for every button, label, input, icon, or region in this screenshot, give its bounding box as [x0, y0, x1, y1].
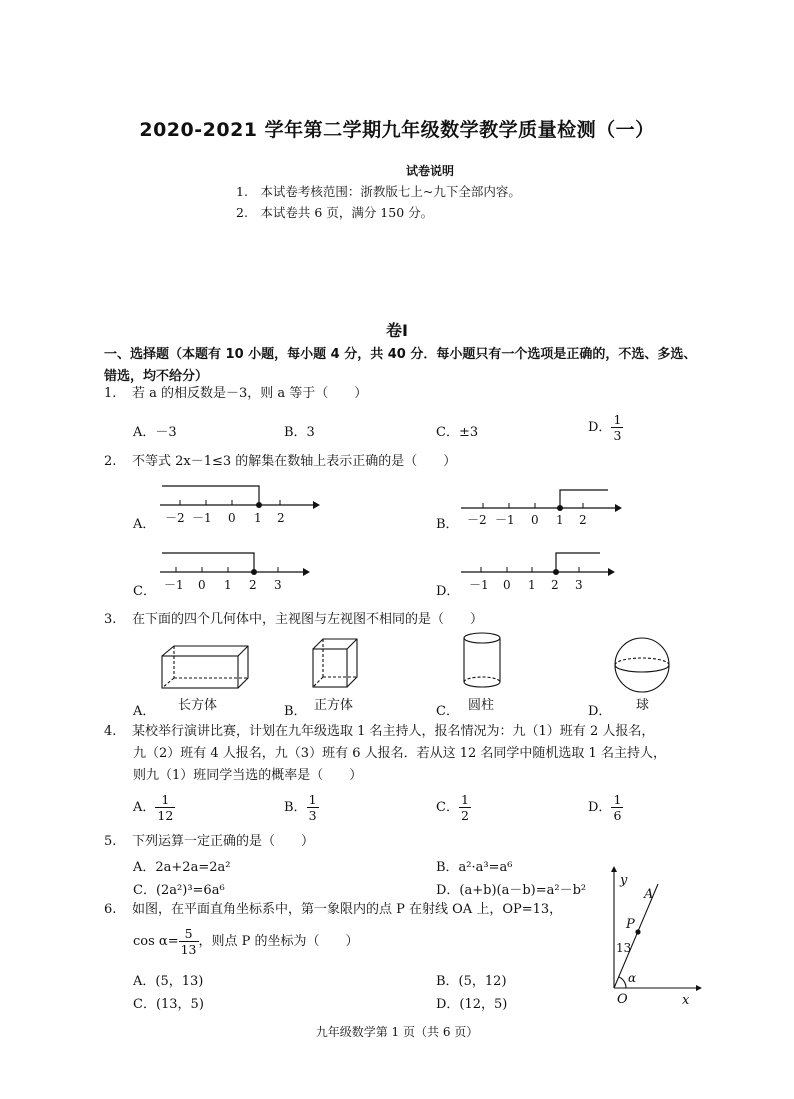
tick-label: －1 — [469, 578, 489, 592]
q2-option-d: D． — [436, 584, 460, 599]
question-number: 5. — [104, 834, 117, 849]
angle-label: α — [628, 971, 637, 985]
q6-option-d: D．(12，5) — [436, 997, 508, 1012]
number-line-a — [150, 478, 320, 528]
volume-heading: 卷Ⅰ — [386, 321, 408, 340]
q1-option-d: D． $\frac{1}{3}$ — [588, 412, 622, 443]
question-2 — [104, 451, 456, 473]
q5-option-c: C．(2a²)³=6a⁶ — [133, 883, 225, 898]
question-number: 4. — [104, 724, 117, 739]
axis-label-y: y — [620, 873, 628, 888]
fraction: $\frac{1}{6}$ — [613, 792, 622, 823]
tick-label: 3 — [575, 578, 583, 592]
q4-option-d: D． $\frac{1}{6}$ — [588, 792, 622, 823]
cuboid-figure — [160, 644, 252, 692]
axis-label-x: x — [682, 993, 690, 1008]
tick-label: 2 — [249, 578, 257, 592]
origin-label: O — [617, 992, 628, 1007]
tick-label: 2 — [579, 513, 587, 527]
note-item: 1. 本试卷考核范围：浙教版七上~九下全部内容。 — [236, 184, 521, 199]
sphere-figure — [612, 636, 672, 694]
note-item: 2. 本试卷共 6 页，满分 150 分。 — [236, 205, 434, 220]
q3-option-b: B． — [284, 704, 307, 719]
q1-option-b: B．3 — [284, 425, 315, 440]
q4-option-c: C． $\frac{1}{2}$ — [436, 792, 469, 823]
tick-label: 0 — [228, 511, 236, 525]
cube-figure — [311, 637, 359, 691]
question-stem-line: 九（2）班有 4 人报名，九（3）班有 6 人报名．若从这 12 名同学中随机选取 1 名主持人， — [133, 746, 666, 761]
fraction: $\frac{5}{13}$ — [180, 926, 197, 957]
tick-label: 1 — [254, 511, 262, 525]
q6-option-a: A．(5，13) — [133, 974, 204, 989]
notes-heading: 试卷说明 — [405, 164, 454, 178]
question-stem: 下列运算一定正确的是（ ） — [132, 834, 315, 849]
q3-option-a: A． — [133, 704, 156, 719]
q6-option-c: C．(13，5) — [133, 997, 204, 1012]
tick-label: 0 — [503, 578, 511, 592]
tick-label: 1 — [528, 578, 536, 592]
question-3 — [104, 609, 483, 631]
tick-label: －2 — [467, 513, 487, 527]
fraction: $\frac{1}{2}$ — [460, 792, 469, 823]
section-heading: 一、选择题（本题有 10 小题，每小题 4 分，共 40 分．每小题只有一个选项是正确的，不选、多选、错选，均不给分） — [104, 347, 697, 384]
number-line-b — [455, 478, 625, 528]
q2-option-c: C． — [133, 584, 156, 599]
number-line-c — [150, 545, 320, 595]
question-stem: 若 a 的相反数是－3，则 a 等于（ ） — [132, 386, 368, 401]
q1-option-a: A．－3 — [133, 425, 177, 440]
q5-option-d: D．(a+b)(a－b)=a²－b² — [436, 883, 587, 898]
question-number: 6. — [104, 902, 117, 917]
point-label-a: A — [644, 887, 654, 902]
fraction: $\frac{1}{3}$ — [613, 412, 622, 443]
question-stem-line: 则九（1）班同学当选的概率是（ ） — [133, 768, 363, 783]
tick-label: －1 — [164, 578, 184, 592]
question-number: 1. — [104, 386, 117, 401]
number-line-d — [455, 545, 625, 595]
q3-option-c: C． — [436, 704, 459, 719]
question-number: 2. — [104, 454, 117, 469]
q5-option-b: B．a²·a³=a⁶ — [436, 860, 513, 875]
question-4 — [104, 721, 654, 743]
fraction: $\frac{1}{12}$ — [157, 792, 174, 823]
coordinate-figure — [598, 864, 702, 1008]
page-footer: 九年级数学第 1 页（共 6 页） — [315, 1025, 479, 1039]
question-stem-line: 某校举行演讲比赛，计划在九年级选取 1 名主持人，报名情况为：九（1）班有 2 人报名， — [132, 724, 655, 739]
question-1 — [104, 383, 367, 405]
question-5 — [104, 831, 314, 853]
q2-option-a: A． — [133, 517, 156, 532]
q3-option-d: D． — [588, 704, 612, 719]
tick-label: 1 — [556, 513, 564, 527]
question-stem: 不等式 2x－1≤3 的解集在数轴上表示正确的是（ ） — [132, 454, 457, 469]
tick-label: 3 — [274, 578, 282, 592]
question-stem-line: cos α= $\frac{5}{13}$ ，则点 P 的坐标为（ ） — [133, 926, 359, 957]
shape-label: 长方体 — [178, 698, 218, 713]
point-label-p: P — [626, 917, 635, 932]
page-title: 2020-2021 学年第二学期九年级数学教学质量检测（一） — [139, 119, 655, 141]
question-6 — [104, 899, 562, 921]
question-number: 3. — [104, 612, 117, 627]
shape-label: 正方体 — [314, 698, 354, 713]
question-stem-line: 如图，在平面直角坐标系中，第一象限内的点 P 在射线 OA 上，OP=13， — [132, 902, 563, 917]
question-stem: 在下面的四个几何体中，主视图与左视图不相同的是（ ） — [132, 612, 484, 627]
tick-label: 2 — [277, 511, 285, 525]
shape-label: 圆柱 — [468, 698, 495, 713]
length-label: 13 — [616, 941, 632, 955]
q2-option-b: B． — [436, 517, 459, 532]
fraction: $\frac{1}{3}$ — [308, 792, 317, 823]
q6-option-b: B．(5，12) — [436, 974, 507, 989]
shape-label: 球 — [636, 698, 650, 713]
cylinder-figure — [461, 630, 503, 692]
q5-option-a: A．2a+2a=2a² — [133, 860, 231, 875]
tick-label: 1 — [224, 578, 232, 592]
tick-label: 0 — [198, 578, 206, 592]
tick-label: 0 — [531, 513, 539, 527]
tick-label: －1 — [495, 513, 515, 527]
q4-option-b: B． $\frac{1}{3}$ — [284, 792, 317, 823]
tick-label: －2 — [165, 511, 185, 525]
q1-option-c: C．±3 — [436, 425, 479, 440]
q4-option-a: A． $\frac{1}{12}$ — [133, 792, 174, 823]
tick-label: －1 — [192, 511, 212, 525]
tick-label: 2 — [551, 578, 559, 592]
